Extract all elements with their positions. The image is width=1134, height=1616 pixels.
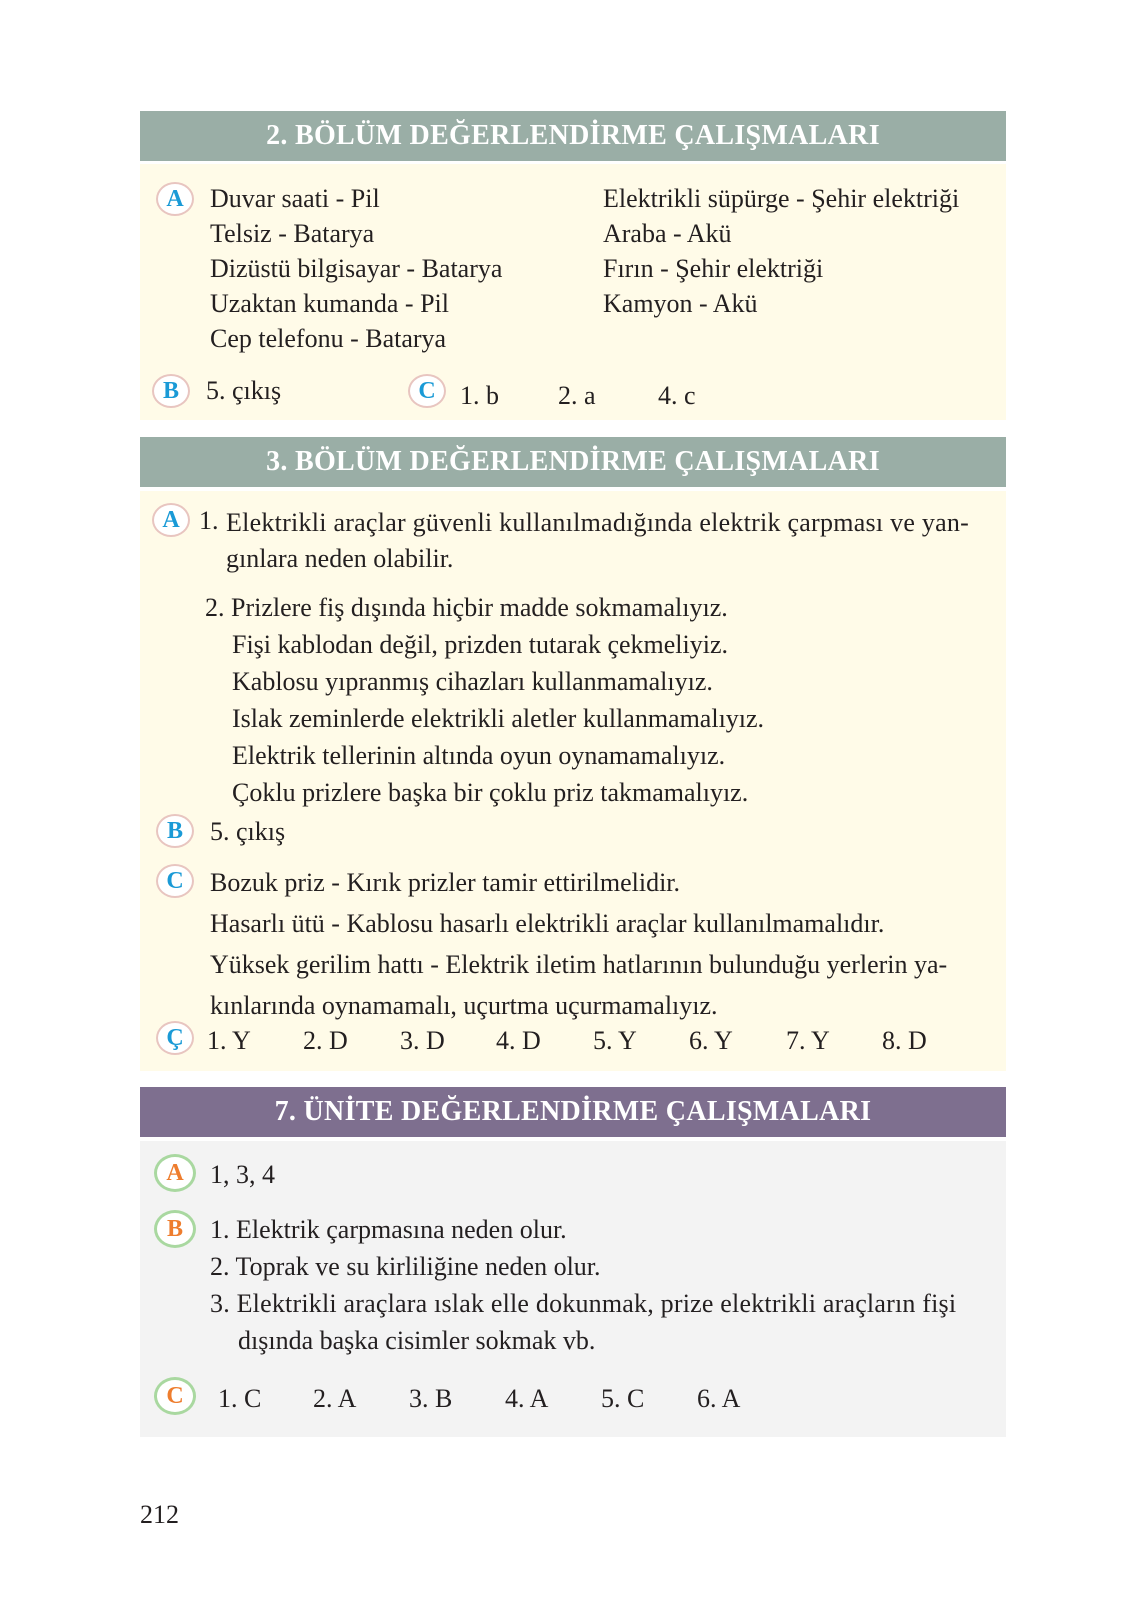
s3-cc-answer-1: 1. Y xyxy=(207,1026,251,1055)
section2-a-badge: A xyxy=(156,182,194,216)
s3-a-item1-line2: gınlara neden olabilir. xyxy=(226,544,454,573)
s2-a-left-3: Dizüstü bilgisayar - Batarya xyxy=(210,254,503,283)
unit7-c-badge: C xyxy=(154,1377,196,1415)
s2-a-right-3: Fırın - Şehir elektriği xyxy=(603,254,824,283)
s3-c-line1: Bozuk priz - Kırık prizler tamir ettirilmelidir. xyxy=(210,868,681,897)
s3-c-line4: kınlarında oynamamalı, uçurtma uçurmamalıyız. xyxy=(210,991,718,1020)
s3-cc-answer-2: 2. D xyxy=(303,1026,348,1055)
s3-a-item2-line5: Elektrik tellerinin altında oyun oynamamalıyız. xyxy=(232,741,726,770)
s2-c-answer-1: 1. b xyxy=(460,381,499,410)
s2-a-right-1: Elektrikli süpürge - Şehir elektriği xyxy=(603,184,960,213)
section3-c-badge: C xyxy=(156,864,194,898)
u7-b-line3: 3. Elektrikli araçlara ıslak elle dokunmak, prize elektrikli araçların fişi xyxy=(210,1289,957,1318)
section3-header: 3. BÖLÜM DEĞERLENDİRME ÇALIŞMALARI xyxy=(140,437,1006,487)
s3-b-answer: 5. çıkış xyxy=(210,817,286,846)
u7-b-line2: 2. Toprak ve su kirliliğine neden olur. xyxy=(210,1252,601,1281)
s3-a-item2-line1: 2. Prizlere fiş dışında hiçbir madde sokmamalıyız. xyxy=(205,593,728,622)
s2-c-answer-3: 4. c xyxy=(658,381,696,410)
s2-a-left-2: Telsiz - Batarya xyxy=(210,219,375,248)
s3-cc-answer-8: 8. D xyxy=(882,1026,927,1055)
s2-a-right-4: Kamyon - Akü xyxy=(603,289,758,318)
s3-cc-answer-6: 6. Y xyxy=(689,1026,733,1055)
s3-cc-answer-7: 7. Y xyxy=(786,1026,830,1055)
u7-c-answer-5: 5. C xyxy=(601,1384,645,1413)
s2-a-left-4: Uzaktan kumanda - Pil xyxy=(210,289,449,318)
s3-a-item1-num: 1. xyxy=(199,506,219,535)
u7-b-line1: 1. Elektrik çarpmasına neden olur. xyxy=(210,1215,567,1244)
s3-a-item2-line4: Islak zeminlerde elektrikli aletler kullanmamalıyız. xyxy=(232,704,765,733)
s3-cc-answer-4: 4. D xyxy=(496,1026,541,1055)
section3-cc-badge: Ç xyxy=(156,1021,194,1055)
section2-header: 2. BÖLÜM DEĞERLENDİRME ÇALIŞMALARI xyxy=(140,111,1006,161)
u7-c-answer-4: 4. A xyxy=(505,1384,549,1413)
u7-c-answer-1: 1. C xyxy=(218,1384,262,1413)
page-number: 212 xyxy=(140,1500,179,1529)
section2-c-badge: C xyxy=(408,374,446,408)
s2-b-answer: 5. çıkış xyxy=(206,376,282,405)
s2-a-left-5: Cep telefonu - Batarya xyxy=(210,324,447,353)
s2-c-answer-2: 2. a xyxy=(558,381,596,410)
s2-a-left-1: Duvar saati - Pil xyxy=(210,184,380,213)
section3-b-badge: B xyxy=(156,814,194,848)
s2-a-right-2: Araba - Akü xyxy=(603,219,732,248)
u7-c-answer-6: 6. A xyxy=(697,1384,741,1413)
unit7-b-badge: B xyxy=(154,1210,196,1248)
s3-a-item1-line1: Elektrikli araçlar güvenli kullanılmadığında elektrik çarpması ve yan- xyxy=(226,508,970,537)
s3-a-item2-line6: Çoklu prizlere başka bir çoklu priz takmamalıyız. xyxy=(232,778,749,807)
u7-c-answer-2: 2. A xyxy=(313,1384,357,1413)
section2-b-badge: B xyxy=(152,374,190,408)
u7-c-answer-3: 3. B xyxy=(409,1384,453,1413)
u7-b-line4: dışında başka cisimler sokmak vb. xyxy=(238,1326,596,1355)
unit7-a-badge: A xyxy=(154,1154,196,1192)
s3-a-item2-line2: Fişi kablodan değil, prizden tutarak çekmeliyiz. xyxy=(232,630,729,659)
u7-a-answer: 1, 3, 4 xyxy=(210,1160,275,1189)
s3-c-line2: Hasarlı ütü - Kablosu hasarlı elektrikli araçlar kullanılmamalıdır. xyxy=(210,909,885,938)
section3-a-badge: A xyxy=(152,503,190,537)
s3-cc-answer-5: 5. Y xyxy=(593,1026,637,1055)
unit7-header: 7. ÜNİTE DEĞERLENDİRME ÇALIŞMALARI xyxy=(140,1087,1006,1137)
s3-c-line3: Yüksek gerilim hattı - Elektrik iletim hatlarının bulunduğu yerlerin ya- xyxy=(210,950,948,979)
s3-a-item2-line3: Kablosu yıpranmış cihazları kullanmamalıyız. xyxy=(232,667,713,696)
s3-cc-answer-3: 3. D xyxy=(400,1026,445,1055)
